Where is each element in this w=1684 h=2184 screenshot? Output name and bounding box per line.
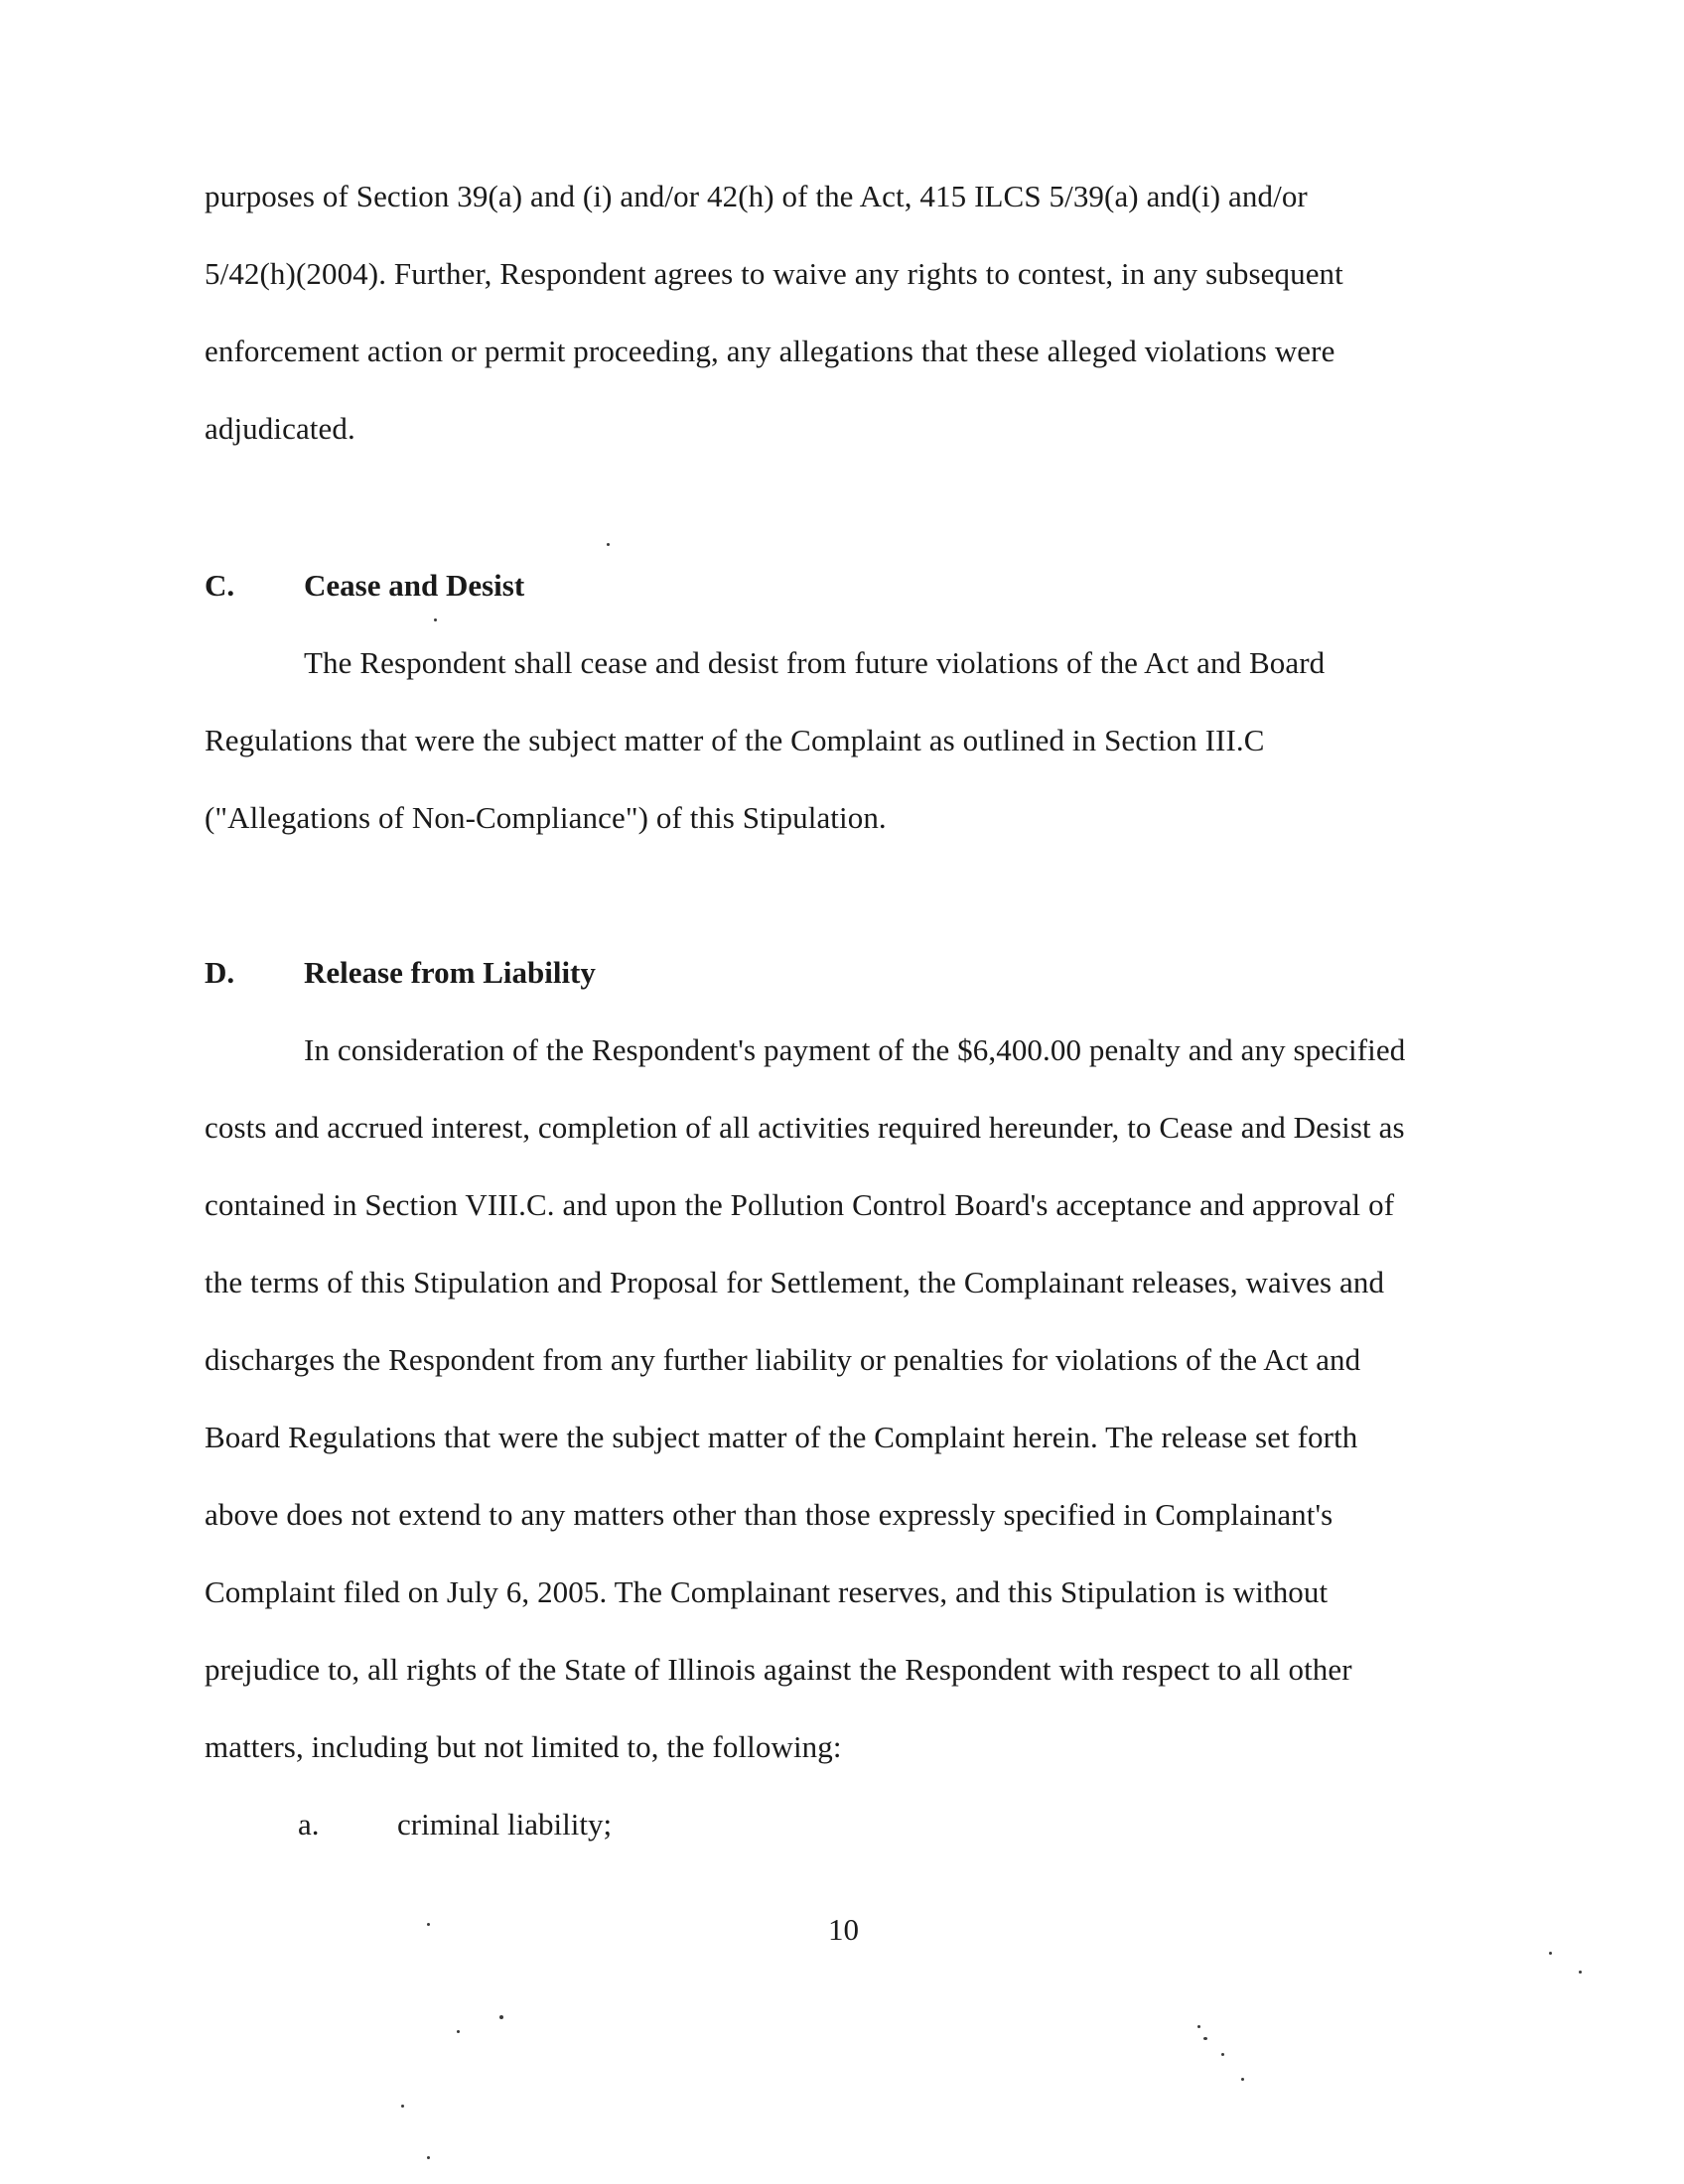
list-item-letter: a. [298, 1807, 320, 1842]
paragraph-line: above does not extend to any matters other than those expressly specified in Complainant's [205, 1497, 1333, 1532]
scan-speck [607, 543, 610, 546]
list-item-text: criminal liability; [397, 1807, 613, 1842]
paragraph-line: contained in Section VIII.C. and upon the Pollution Control Board's acceptance and approval of [205, 1187, 1395, 1222]
scan-speck [457, 2030, 460, 2033]
scan-speck [1197, 2025, 1200, 2028]
section-c-letter: C. [205, 568, 235, 603]
scan-speck [1241, 2078, 1244, 2081]
paragraph-line: costs and accrued interest, completion of all activities required hereunder, to Cease and Desist as [205, 1110, 1405, 1145]
paragraph-line: 5/42(h)(2004). Further, Respondent agrees to waive any rights to contest, in any subsequent [205, 256, 1343, 291]
scan-speck [434, 618, 437, 621]
paragraph-line: purposes of Section 39(a) and (i) and/or 42(h) of the Act, 415 ILCS 5/39(a) and(i) and/or [205, 179, 1308, 213]
scan-speck [1579, 1971, 1582, 1974]
paragraph-line: Complaint filed on July 6, 2005. The Complainant reserves, and this Stipulation is without [205, 1574, 1329, 1609]
paragraph-line: In consideration of the Respondent's payment of the $6,400.00 penalty and any specified [304, 1032, 1406, 1067]
section-d-title: Release from Liability [304, 955, 596, 990]
paragraph-line: discharges the Respondent from any further liability or penalties for violations of the Act and [205, 1342, 1361, 1377]
scan-speck [427, 2156, 430, 2159]
scan-speck [1203, 2037, 1207, 2040]
paragraph-line: ("Allegations of Non-Compliance") of this Stipulation. [205, 800, 887, 835]
paragraph-line: adjudicated. [205, 411, 355, 446]
scan-speck [1549, 1952, 1552, 1955]
paragraph-line: The Respondent shall cease and desist from future violations of the Act and Board [304, 645, 1326, 680]
paragraph-line: the terms of this Stipulation and Proposal for Settlement, the Complainant releases, waives and [205, 1265, 1385, 1299]
paragraph-line: prejudice to, all rights of the State of Illinois against the Respondent with respect to all other [205, 1652, 1352, 1687]
section-c-title: Cease and Desist [304, 568, 525, 603]
paragraph-line: enforcement action or permit proceeding, any allegations that these alleged violations were [205, 334, 1335, 368]
paragraph-line: Board Regulations that were the subject matter of the Complaint herein. The release set forth [205, 1420, 1358, 1454]
section-d-letter: D. [205, 955, 235, 990]
scan-speck [499, 2015, 503, 2019]
paragraph-line: Regulations that were the subject matter of the Complaint as outlined in Section III.C [205, 723, 1265, 757]
scan-speck [1221, 2053, 1224, 2056]
page-number: 10 [828, 1912, 859, 1947]
scan-speck [401, 2105, 404, 2108]
scan-speck [427, 1923, 430, 1926]
paragraph-line: matters, including but not limited to, the following: [205, 1729, 842, 1764]
